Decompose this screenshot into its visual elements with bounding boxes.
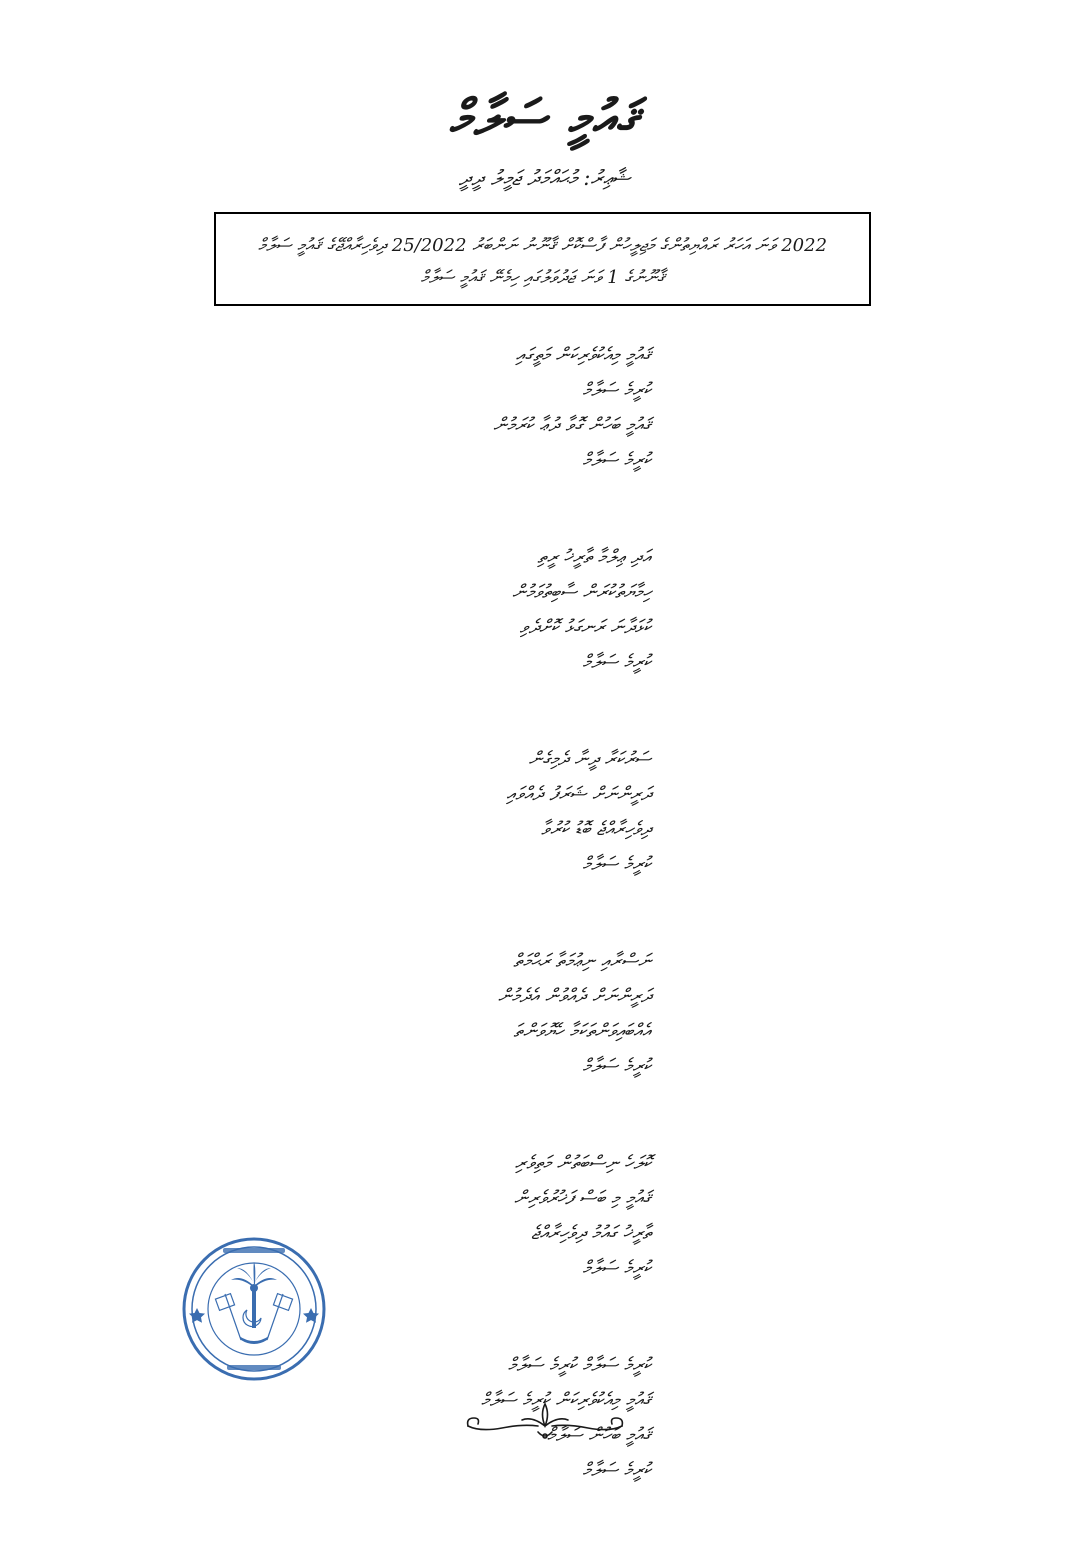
stanza-2 [331,540,651,680]
verse-line: ކުރީމެ ސަލާމް [582,1459,651,1481]
verse-line: ޤައުމީ ބަހުން ގޮވާ ދުޢާ ކުރަމުން [493,414,651,436]
verse-line: ހިމާޔަތުކުރަން ސާބިތުވަމުން [512,581,651,603]
verse-line: ކުރީމެ ސަލާމް [582,449,651,471]
verse-line: ކުރީމެ ސަލާމް [582,1257,651,1279]
verse-line: އެއްބައިވަންތަކަމާ ހެޔޮވަންތަ [513,1020,651,1042]
verse-line: ތާރީޚު ގައުމު ދިވެހިރާއްޖެ [531,1222,651,1244]
verse-line: ޤައުމީ ބަހުން ސަލާމް [547,1424,651,1446]
stanza-1 [331,338,651,478]
verse-line: ކުރީމެ ސަލާމް [582,379,651,401]
state-emblem-seal-icon [181,1236,327,1382]
verse-line: ކުރީމެ ސަލާމް [582,853,651,875]
verse-line: ދިވެހިރާއްޖެ ބޮޑު ކުރުވާ [541,818,651,840]
verse-line: ޤައުމީ މި ބަސް ފަޚުރުވެރިން [514,1187,651,1209]
page-title: ޤައުމީ ސަލާމް [449,88,640,147]
verse-line: ނަސްރާއި ނިޢުމަތާ ރަޙްމަތް [513,950,651,972]
notice-line-1: 2022 ވަނަ އަހަރު ރައްޔިތުންގެ މަޖިލީހުން ފާސްކޮށް ޤާނޫނު ނަންބަރު 25/2022 ދިވެހިރާއްޖޭގެ ޤައުމީ ސަލާމް [257,235,828,256]
stanza-5 [331,1146,651,1286]
verse-line: ކޮލަހެ ނިސްބަތުން މަތިވެރި [514,1152,651,1174]
stanza-4 [331,944,651,1084]
verse-line: ޤައުމީ މިއެކުވެރިކަން މަތީގައި [515,344,651,366]
verse-line: ކުރީމެ ސަލާމް ކުރީމެ ސަލާމް [507,1354,651,1376]
flourish-ornament-icon [462,1396,628,1446]
stanza-3 [331,742,651,882]
verse-line: ކުރީމެ ސަލާމް [582,651,651,673]
author-byline: ޝާޢިރު: މުޙައްމަދު ޖަމީލު ދީދީ [458,166,631,190]
notice-line-2: ޤާނޫނުގެ 1 ވަނަ ޖަދުވަލުގައި ހިމެނޭ ޤައުމީ ސަލާމް [420,267,665,288]
verse-line: ސަރުކަރާ ދީނާ ދެމިގެން [528,748,651,770]
verse-line: ދަރީންނަށް ދެއްވުން އެދެމުން [497,985,651,1007]
legal-notice-box [214,212,871,306]
verse-line: ކުރީމެ ސަލާމް [582,1055,651,1077]
verse-line: އަދި ޢިލްމާ ތާރީޚު ރީތި [537,546,651,568]
anthem-verses [331,338,651,1550]
verse-line: ކުޅަދާނަ ރަނގަޅު ކޮށްދެވި [519,616,651,638]
verse-line: ޤައުމީ މިއެކުވެރިކަން ކުރީމެ ސަލާމް [481,1389,651,1411]
verse-line: ދަރީންނަށް ޝަރަފު ދެއްވައި [506,783,651,805]
